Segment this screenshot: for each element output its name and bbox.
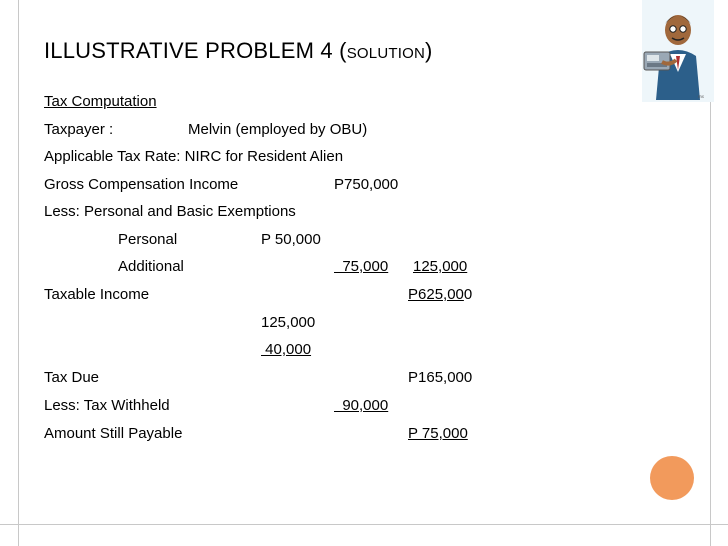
exemptions-total-value: 125,000: [413, 258, 468, 275]
cashier-clipart-icon: [640, 0, 716, 104]
tax-due-value: P165,000: [408, 369, 473, 386]
tax-withheld-value: 90,000: [334, 397, 389, 414]
less-tax-withheld-label: Less: Tax Withheld: [44, 397, 170, 414]
less-exemptions-label: Less: Personal and Basic Exemptions: [44, 203, 296, 220]
frame-line-bottom: [0, 524, 728, 525]
tax-due-label: Tax Due: [44, 369, 100, 386]
frame-line-left: [18, 0, 19, 546]
gross-compensation-label: Gross Compensation Income: [44, 176, 239, 193]
svg-text:ms: ms: [698, 94, 704, 99]
personal-exemption-value: P 50,000: [261, 231, 321, 248]
gross-compensation-value: P750,000: [334, 176, 399, 193]
taxable-income-label: Taxable Income: [44, 286, 150, 303]
additional-exemption-label: Additional: [118, 258, 184, 275]
taxpayer-label: Taxpayer :: [44, 121, 114, 138]
tax-calc-line-1: 125,000: [261, 314, 316, 331]
applicable-tax-rate: Applicable Tax Rate: NIRC for Resident Alien: [44, 148, 344, 165]
decorative-orange-circle: [650, 456, 694, 500]
slide-title: ILLUSTRATIVE PROBLEM 4 (solution): [44, 38, 433, 63]
amount-still-payable-value: P 75,000: [408, 425, 468, 442]
taxpayer-value: Melvin (employed by OBU): [188, 121, 368, 138]
amount-still-payable-label: Amount Still Payable: [44, 425, 183, 442]
tax-calc-line-2: 40,000: [261, 341, 312, 358]
taxable-income-value: P625,000: [408, 286, 473, 303]
tax-computation-heading: Tax Computation: [44, 93, 157, 110]
personal-exemption-label: Personal: [118, 231, 178, 248]
additional-exemption-value: 75,000: [334, 258, 389, 275]
